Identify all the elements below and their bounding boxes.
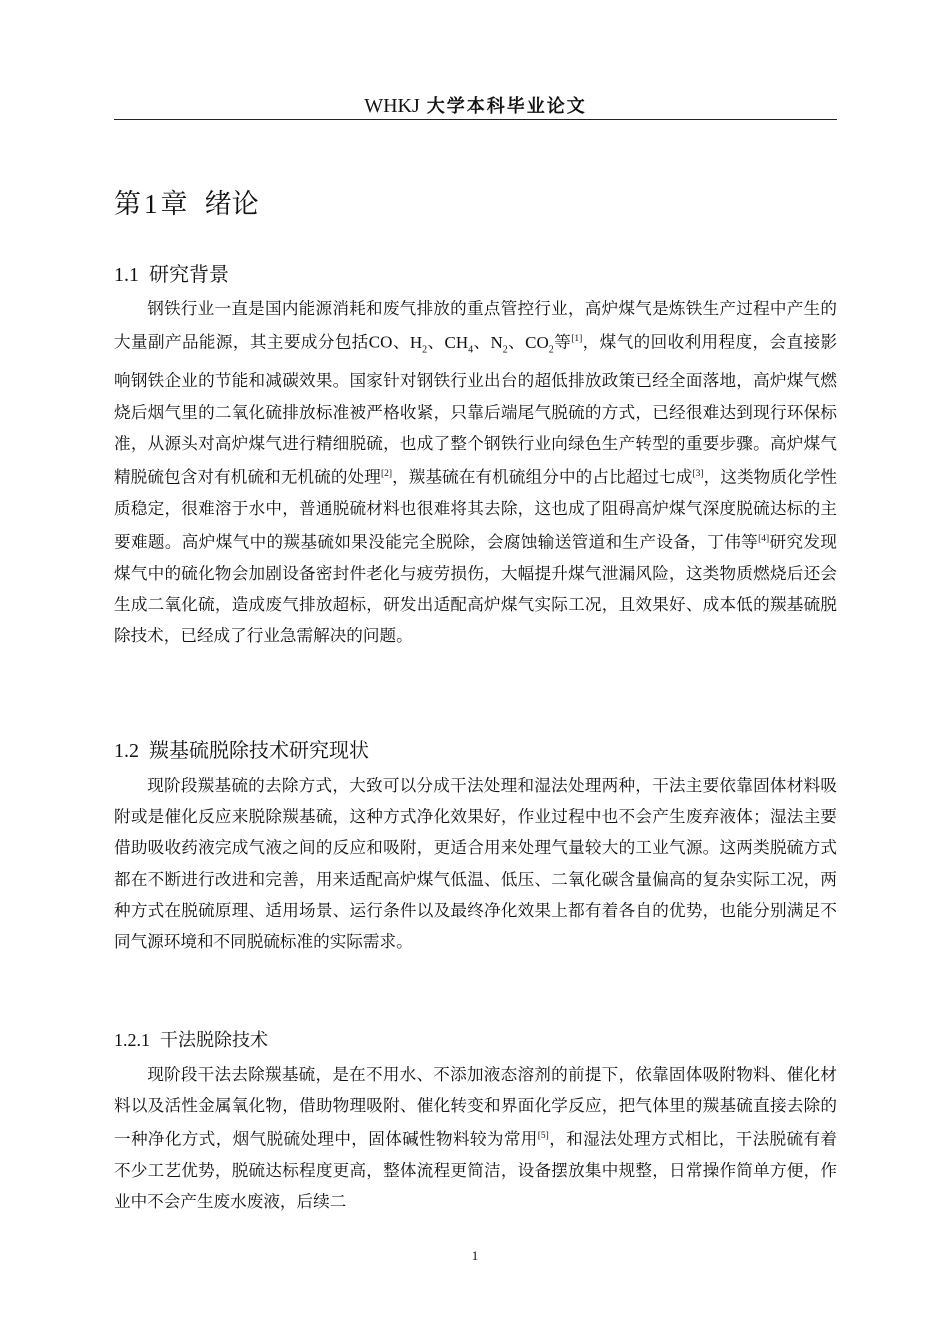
- chapter-prefix: 第: [114, 189, 141, 220]
- formula-symbol: H: [409, 332, 423, 352]
- formula-co2: [525, 332, 554, 356]
- text-run: 等: [553, 332, 572, 352]
- paragraph-research-status: [114, 770, 837, 957]
- formula-symbol: CO: [525, 332, 549, 352]
- formula-subscript: 4: [468, 344, 474, 356]
- chapter-title: [114, 182, 259, 221]
- section-heading-1-2-1: [114, 1026, 268, 1052]
- section-number: 1.1: [114, 264, 139, 286]
- formula-h2: [409, 332, 428, 356]
- formula-co: CO: [368, 332, 393, 352]
- header-rule: [114, 119, 837, 120]
- separator: 、: [473, 332, 491, 352]
- formula-subscript: 2: [422, 344, 428, 356]
- text-run: 现阶段羰基硫的去除方式，大致可以分成干法处理和湿法处理两种，干法主要依靠固体材料吸附或是催化反应来脱除羰基硫，这种方式净化效果好，作业过程中也不会产生废弃液体；湿法主要借助吸收药液完成气液之间的反应和吸附，更适合用来处理气量较大的工业气源。这两类脱硫方式都在不断进行改进和完善，用来适配高炉煤气低温、低压、二氧化碳含量偏高的复杂实际工况，两种方式在脱硫原理、适用场景、运行条件以及最终净化效果上都有着各自的优势，也能分别满足不同气源环境和不同脱硫标准的实际需求。: [114, 776, 837, 952]
- running-header: [114, 92, 837, 118]
- separator: 、: [392, 332, 410, 352]
- text-run: ，羰基硫在有机硫组分中的占比超过七成: [392, 467, 693, 487]
- chapter-suffix: 章: [160, 189, 188, 220]
- formula-subscript: 2: [548, 344, 554, 356]
- citation-ref-4[interactable]: [4]: [758, 533, 770, 544]
- section-title: 干法脱除技术: [160, 1030, 268, 1051]
- text-run: 现阶段干法去除羰基硫，是在不用水、不添加液态溶剂的前提下，依靠固体吸附物料、催化材料以及活性金属氧化物，借助物理吸附、催化转变和界面化学反应，把气体里的羰基硫直接去除的一种净化方式，烟气脱硫处理中，固体碱性物料较为常用: [114, 1065, 837, 1149]
- formula-subscript: 2: [502, 344, 508, 356]
- text-run: ，这类物质化学性质稳定，很难溶于水中，普通脱硫材料也很难将其去除，这也成了阻碍高炉煤气深度脱硫达标的主要难题。高炉煤气中的羰基硫如果没能完全脱除，会腐蚀输送管道和生产设备，丁伟等: [114, 467, 838, 552]
- section-number: 1.2.1: [114, 1030, 150, 1050]
- citation-ref-2[interactable]: [2]: [380, 468, 393, 479]
- separator: 、: [507, 332, 526, 352]
- formula-n2: [490, 332, 508, 356]
- citation-ref-3[interactable]: [3]: [692, 468, 704, 479]
- text-run: 钢铁行业一直是国内能源消耗和废气排放的重点管控行业，高炉煤气是炼铁生产过程中产生的大量副产品能源，其主要成分包括: [114, 299, 837, 352]
- header-thesis-label: 大学本科毕业论文: [426, 96, 587, 117]
- section-title: 羰基硫脱除技术研究现状: [149, 738, 369, 762]
- citation-ref-1[interactable]: [1]: [571, 334, 583, 345]
- chapter-name: 绪论: [204, 189, 259, 220]
- section-title: 研究背景: [149, 262, 229, 286]
- text-run: ，和湿法处理方式相比，干法脱硫有着不少工艺优势，脱硫达标程度更高，整体流程更简洁，设备摆放集中规整，日常操作简单方便，作业中不会产生废水废液，后续二: [114, 1129, 838, 1212]
- page-number: 1: [471, 1248, 479, 1263]
- header-institution-code: WHKJ: [364, 95, 420, 117]
- section-heading-1-1: [114, 258, 229, 287]
- paragraph-dry-removal: [114, 1059, 837, 1218]
- paragraph-research-background: [114, 293, 837, 651]
- formula-symbol: CH: [444, 332, 469, 352]
- chapter-number: 1: [144, 189, 158, 219]
- text-run: ，煤气的回收利用程度，会直接影响钢铁企业的节能和减碳效果。国家针对钢铁行业出台的超低排放政策已经全面落地，高炉煤气燃烧后烟气里的二氧化硫排放标准被严格收紧，只靠后端尾气脱硫的方式，已经很难达到现行环保标准，从源头对高炉煤气进行精细脱硫，也成了整个钢铁行业向绿色生产转型的重要步骤。高炉煤气精脱硫包含对有机硫和无机硫的处理: [114, 332, 838, 487]
- section-heading-1-2: [114, 734, 369, 763]
- formula-ch4: [444, 332, 474, 356]
- text-run: 研究发现煤气中的硫化物会加剧设备密封件老化与疲劳损伤，大幅提升煤气泄漏风险，这类物质燃烧后还会生成二氧化硫，造成废气排放超标，研发出适配高炉煤气实际工况，且效果好、成本低的羰基硫脱除技术，已经成了行业急需解决的问题。: [114, 532, 838, 646]
- section-number: 1.2: [114, 740, 139, 762]
- formula-symbol: N: [490, 332, 503, 352]
- separator: 、: [427, 332, 445, 352]
- citation-ref-5[interactable]: [5]: [537, 1131, 549, 1142]
